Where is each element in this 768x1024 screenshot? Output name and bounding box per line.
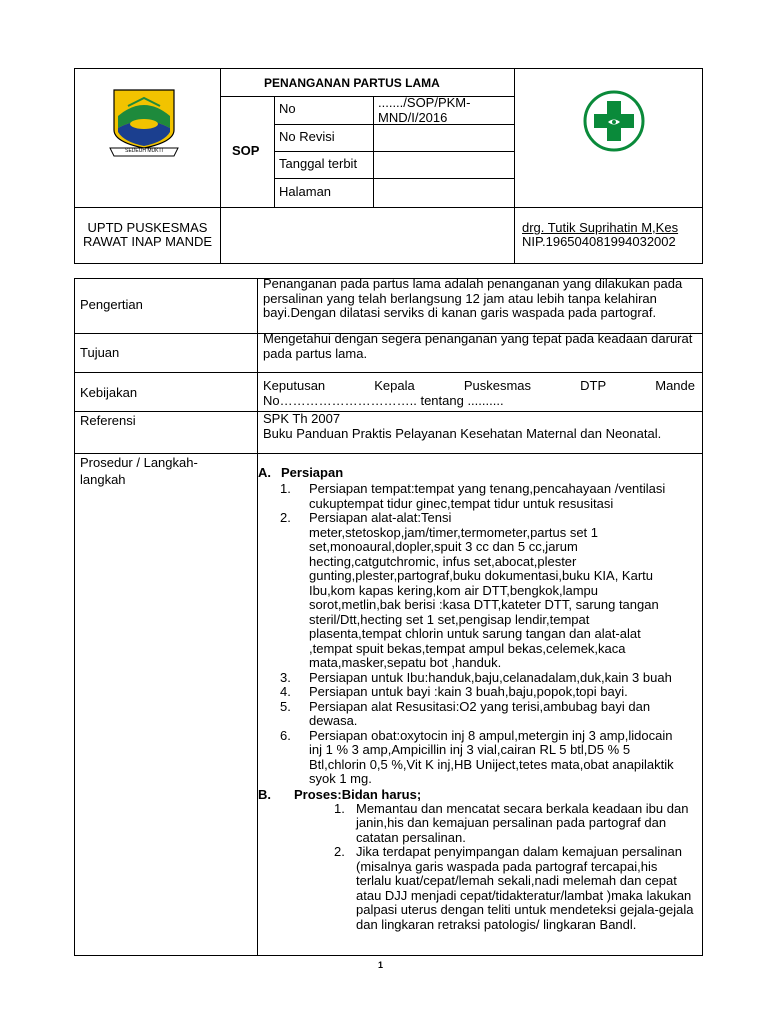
kebijakan-word: Keputusan [263,378,326,393]
procedure-item [258,729,674,787]
procedure-item-text: Persiapan obat:oxytocin inj 8 ampul,metergin inj 3 amp,lidocain inj 1 % 3 amp,Ampicillin inj 3 vial,cairan RL 5 btl,D5 % 5 Btl,chlorin 0,5 %,Vit K inj,HB Uniject,tetes mata,obat anapilaktik syok 1 mg. [309,727,674,786]
page-number: 1 [378,960,384,970]
organization-name: UPTD PUSKESMAS RAWAT INAP MANDE [82,220,213,249]
regional-logo [106,84,182,160]
part-b-marker: B. [258,786,271,802]
part-a-heading [258,466,698,482]
text-pengertian: Penanganan pada partus lama adalah penanganan yang dilakukan pada persalinan yang telah berlangsung 12 jam atau lebih tanpa kelahiran bayi.Dengan dilatasi serviks di kanan garis waspada pada partograf. [263,276,683,320]
text-tujuan: Mengetahui dengan segera penanganan yang tepat pada keadaan darurat pada partus lama. [263,331,693,361]
text-kebijakan [263,379,695,408]
meta-value-no: ......./SOP/PKM-MND/I/2016 [378,95,471,125]
procedure-item-text: Jika terdapat penyimpangan dalam kemajuan persalinan (misalnya garis waspada pada partograf tercapai,his terlalu kuat/cepat/lemah sekali,nadi melemah dan cepat atau DJJ menjadi cepat/tidakteratur/lambat )maka lakukan palpasi uterus dengan teliti untuk mendeteksi gejala-gejala dan lingkaran retraksi patologis/ lingkaran Bandl. [356,844,694,932]
label-pengertian: Pengertian [80,297,143,312]
procedure-item [258,802,696,846]
part-a-list [258,482,698,787]
puskesmas-logo [582,89,646,153]
procedure-item [258,845,696,932]
kebijakan-word: DTP [580,378,607,393]
procedure-item [258,482,674,511]
procedure-item-number: 6. [280,727,291,743]
meta-label-date: Tanggal terbit [279,156,358,171]
referensi-line: Buku Panduan Praktis Pelayanan Kesehatan Maternal dan Neonatal. [263,425,662,441]
part-b-list [258,802,698,933]
label-referensi: Referensi [80,413,136,428]
prosedur-content [258,466,698,932]
procedure-item-text: Persiapan alat Resusitasi:O2 yang terisi,ambubag bayi dan dewasa. [309,698,651,728]
logo-banner-text: SEDEUH MUKTI [125,148,163,154]
meta-label-page: Halaman [279,184,332,199]
part-b-heading [258,788,698,802]
kebijakan-word: Mande [655,378,695,393]
procedure-item-number: 5. [280,698,291,714]
part-b-title: Proses:Bidan harus; [294,786,422,802]
procedure-item-number: 1. [280,481,291,496]
procedure-item-number: 4. [280,684,291,699]
text-referensi [263,412,693,441]
kebijakan-line-1 [263,379,695,394]
procedure-item-text: Persiapan untuk bayi :kain 3 buah,baju,popok,topi bayi. [309,684,628,699]
referensi-line: SPK Th 2007 [263,411,341,426]
procedure-item [258,671,674,686]
procedure-item-number: 1. [334,800,345,816]
meta-label-no: No [279,101,296,116]
procedure-item-text: Persiapan untuk Ibu:handuk,baju,celanadalam,duk,kain 3 buah [309,669,672,685]
label-tujuan: Tujuan [80,345,120,360]
kebijakan-word: Kepala [374,378,415,393]
procedure-item [258,685,674,700]
part-a-title: Persiapan [281,465,344,480]
signatory-nip: NIP.196504081994032002 [522,234,676,249]
procedure-item [258,700,674,729]
kebijakan-line-2: No………………………….. tentang .......... [263,392,504,408]
label-kebijakan: Kebijakan [80,385,138,400]
procedure-item [258,511,674,671]
procedure-item-text: Memantau dan mencatat secara berkala keadaan ibu dan janin,his dan kemajuan persalinan pada partograf dan catatan persalinan. [356,800,689,845]
kebijakan-word: Puskesmas [463,378,532,393]
signatory-name: drg. Tutik Suprihatin M,Kes [522,220,679,235]
part-a-marker: A. [258,465,271,480]
document-title: PENANGANAN PARTUS LAMA [264,76,440,90]
meta-label-revision: No Revisi [279,129,335,144]
procedure-item-text: Persiapan alat-alat:Tensi meter,stetoskop,jam/timer,termometer,partus set 1 set,monoaural,dopler,spuit 3 cc dan 5 cc,jarum hecting,catgutchromic, infus set,abocat,plester gunting,plester,partograf,buku dokumentasi,buku KIA, Kartu Ibu,kom kapas kering,kom air DTT,bengkok,lampu sorot,metlin,bak berisi :kasa DTT,kateter DTT, sarung tangan steril/Dtt,hecting set 1 set,pengisap lendir,tempat plasenta,tempat chlorin untuk sarung tangan dan alat-alat ,tempat spuit bekas,tempat ampul bekas,celemek,kaca mata,masker,sepatu bot ,handuk. [309,510,659,670]
procedure-item-number: 2. [334,844,345,859]
label-prosedur: Prosedur / Langkah-langkah [80,455,198,487]
procedure-item-number: 2. [280,510,291,525]
sop-label: SOP [232,143,260,158]
procedure-item-text: Persiapan tempat:tempat yang tenang,pencahayaan /ventilasi cukuptempat tidur ginec,tempat tidur untuk resusitasi [309,481,666,511]
procedure-item-number: 3. [280,669,291,685]
